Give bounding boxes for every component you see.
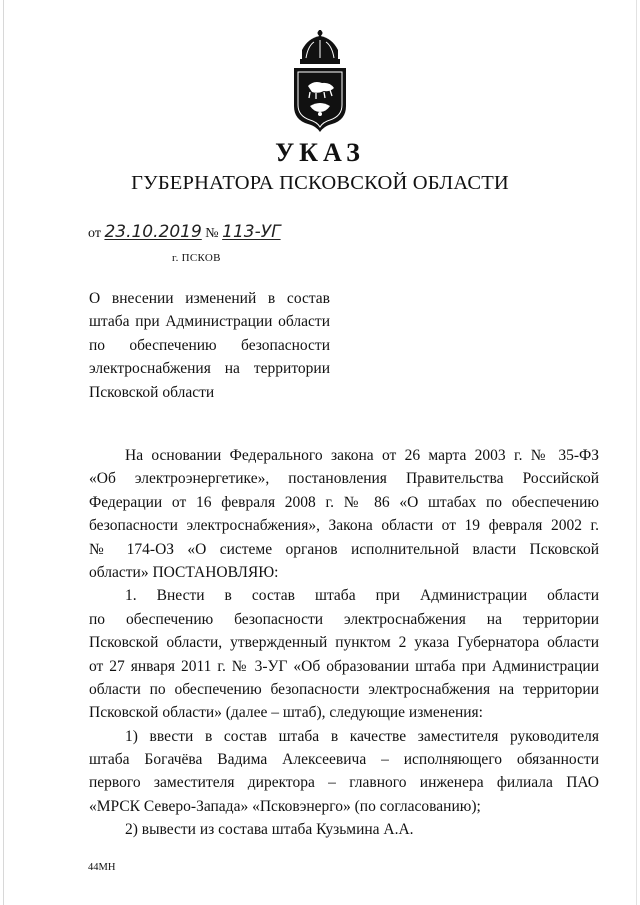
body-line: области по обеспечению безопасности электроснабжения на территории — [89, 680, 599, 698]
number-prefix: № — [205, 226, 219, 241]
body-line: безопасности электроснабжения», Закона области от 19 февраля 2002 г. — [89, 517, 599, 535]
body-line: «МРСК Северо-Запада» «Псковэнерго» (по согласованию); — [89, 797, 481, 815]
handwritten-date: 23.10.2019 — [104, 222, 202, 242]
scan-edge-right — [636, 0, 637, 905]
subject-line: Псковской области — [89, 383, 215, 401]
body-line: 1. Внести в состав штаба при Администрации области — [125, 587, 599, 605]
body-line: Псковской области» (далее – штаб), следующие изменения: — [89, 704, 483, 722]
body-line: 1) ввести в состав штаба в качестве заместителя руководителя — [125, 727, 599, 745]
body-line: области» ПОСТАНОВЛЯЮ: — [89, 563, 279, 581]
subject-line: О внесении изменений в состав — [89, 290, 330, 307]
subject-line: по обеспечению безопасности — [89, 336, 330, 354]
body-line: «Об электроэнергетике», постановления Правительства Российской — [89, 470, 599, 488]
subject-line: штаба при Администрации области — [89, 313, 330, 331]
decree-title: УКАЗ — [275, 138, 365, 167]
subject-line: электроснабжения на территории — [89, 360, 330, 378]
body-line: первого заместителя директора – главного инженера филиала ПАО — [89, 774, 599, 792]
city-label: г. ПСКОВ — [172, 252, 221, 264]
body-line: На основании Федерального закона от 26 марта 2003 г. № 35-ФЗ — [125, 447, 599, 464]
decree-subject — [89, 287, 330, 404]
pskov-coat-of-arms-emblem — [288, 28, 352, 138]
decree-body — [89, 444, 599, 842]
body-line: 2) вывести из состава штаба Кузьмина А.А. — [125, 821, 414, 839]
scan-edge-left — [3, 0, 4, 905]
body-line: по обеспечению безопасности электроснабжения на территории — [89, 610, 599, 628]
document-code: 44МН — [88, 862, 116, 873]
body-line: № 174-ОЗ «О системе органов исполнительной власти Псковской — [89, 540, 599, 558]
registration-line — [88, 222, 292, 242]
body-line: штаба Богачёва Вадима Алексеевича – исполняющего обязанности — [89, 751, 599, 769]
handwritten-number: 113-УГ — [222, 222, 281, 242]
body-line: Псковской области, утвержденный пунктом 2 указа Губернатора области — [89, 634, 599, 652]
date-prefix: от — [88, 226, 101, 241]
body-line: от 27 января 2011 г. № 3-УГ «Об образовании штаба при Администрации — [89, 657, 599, 675]
issuer-title: ГУБЕРНАТОРА ПСКОВСКОЙ ОБЛАСТИ — [131, 172, 509, 194]
body-line: Федерации от 16 февраля 2008 г. № 86 «О штабах по обеспечению — [89, 493, 599, 511]
